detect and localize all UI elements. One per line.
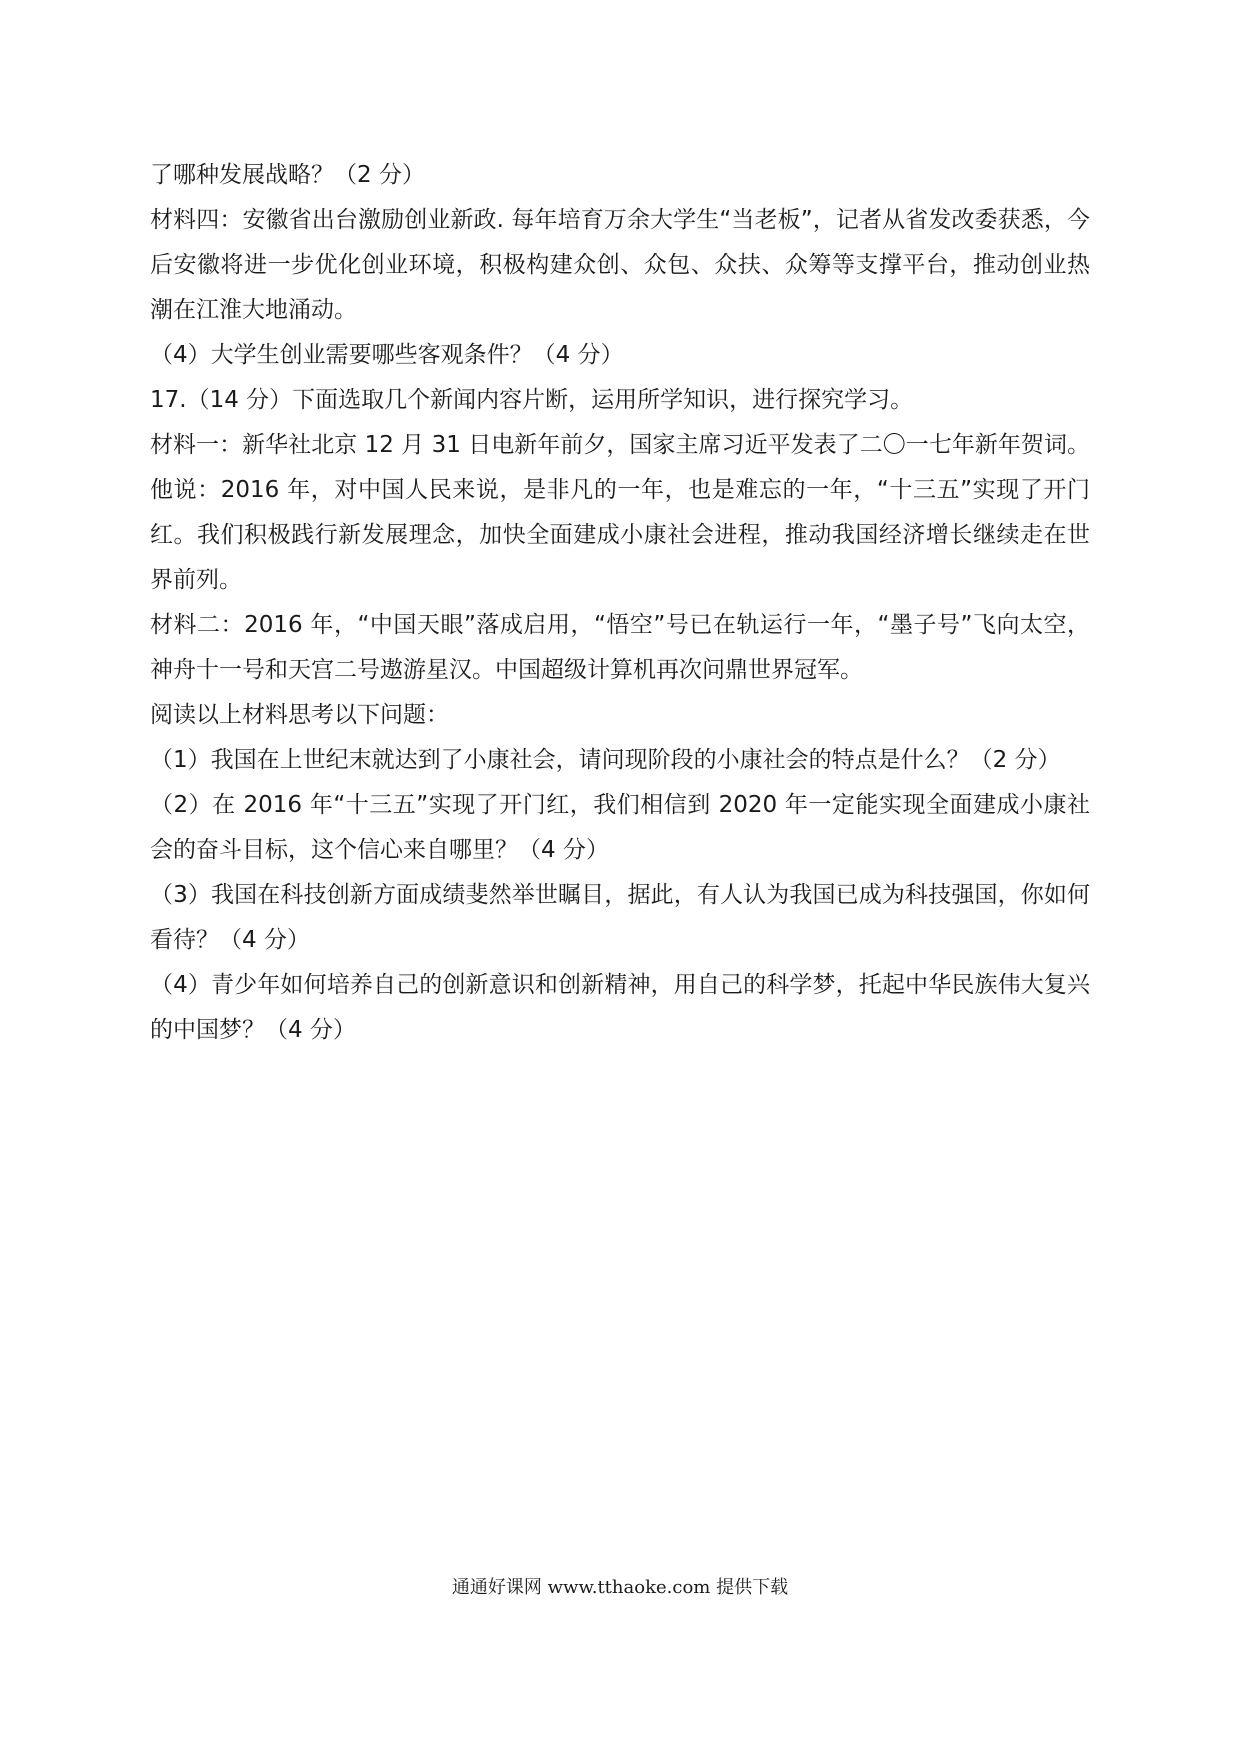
question-17-1: （1）我国在上世纪末就达到了小康社会，请问现阶段的小康社会的特点是什么？（2 分） — [150, 747, 1061, 773]
question-17-intro: 17.（14 分）下面选取几个新闻内容片断，运用所学知识，进行探究学习。 — [150, 387, 914, 413]
material-1: 材料一：新华社北京 12 月 31 日电新年前夕，国家主席习近平发表了二〇一七年新年贺词。他说：2016 年，对中国人民来说，是非凡的一年，也是难忘的一年，“十三五”实现了开门红。我们积极践行新发展理念，加快全面建成小康社会进程，推动我国经济增长继续走在世界前列。 — [150, 432, 1090, 593]
reading-prompt: 阅读以上材料思考以下问题： — [150, 702, 449, 728]
material-2: 材料二：2016 年，“中国天眼”落成启用，“悟空”号已在轨运行一年，“墨子号”飞向太空，神舟十一号和天宫二号遨游星汉。中国超级计算机再次问鼎世界冠军。 — [150, 612, 1090, 683]
question-16-3-tail: 了哪种发展战略？（2 分） — [150, 162, 425, 188]
question-17-3: （3）我国在科技创新方面成绩斐然举世瞩目，据此，有人认为我国已成为科技强国，你如何看待？（4 分） — [150, 882, 1090, 953]
question-16-4: （4）大学生创业需要哪些客观条件？（4 分） — [150, 342, 624, 368]
document-body — [150, 153, 1090, 1053]
question-17-4: （4）青少年如何培养自己的创新意识和创新精神，用自己的科学梦，托起中华民族伟大复兴的中国梦？（4 分） — [150, 972, 1090, 1043]
page-footer: 通通好课网 www.tthaoke.com 提供下载 — [451, 1577, 789, 1598]
question-17-2: （2）在 2016 年“十三五”实现了开门红，我们相信到 2020 年一定能实现全面建成小康社会的奋斗目标，这个信心来自哪里？（4 分） — [150, 792, 1090, 863]
material-4: 材料四：安徽省出台激励创业新政. 每年培育万余大学生“当老板”，记者从省发改委获悉，今后安徽将进一步优化创业环境，积极构建众创、众包、众扶、众筹等支撑平台，推动创业热潮在江淮大地涌动。 — [150, 207, 1090, 323]
